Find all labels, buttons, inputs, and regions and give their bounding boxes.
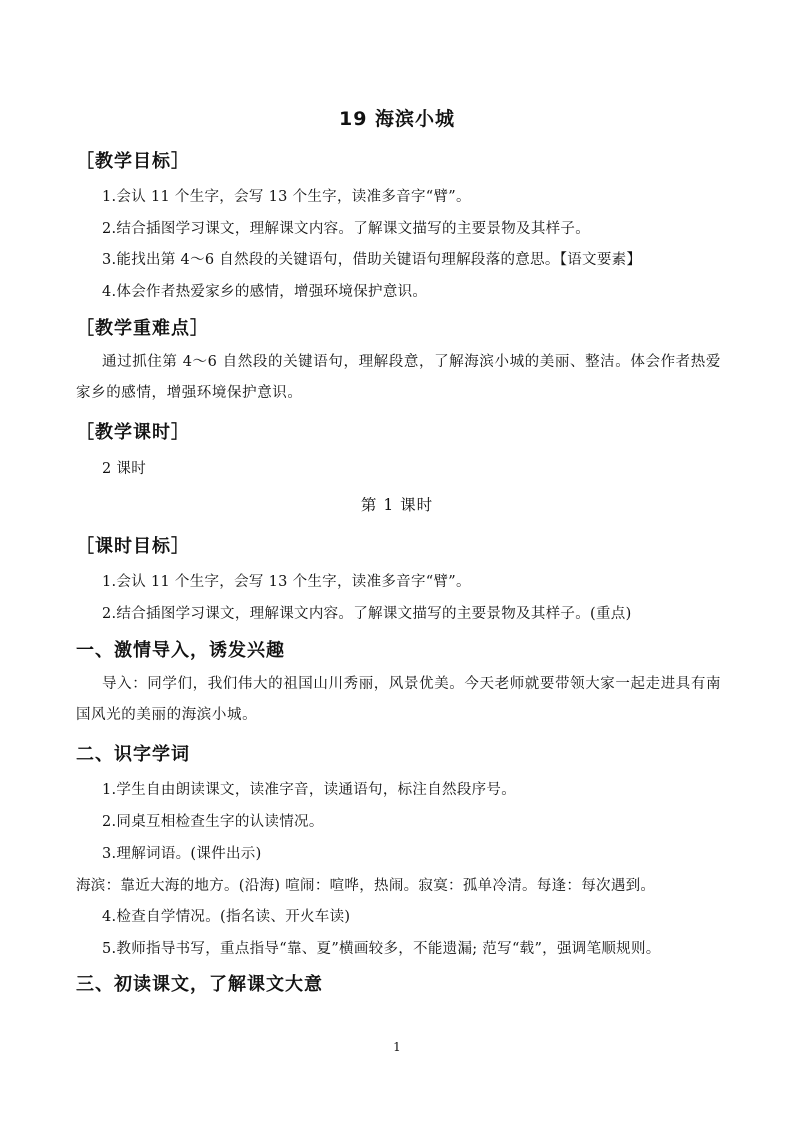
part-2-item-3: 3.理解词语。(课件出示) [102,846,262,862]
key-difficulties-heading: ［教学重难点］ [76,318,209,339]
key-difficulties-text: 通过抓住第 4～6 自然段的关键语句，理解段意，了解海滨小城的美丽、整洁。体会作者热爱家乡的感情，增强环境保护意识。 [76,354,721,401]
part-1-text: 导入：同学们，我们伟大的祖国山川秀丽，风景优美。今天老师就要带领大家一起走进具有南国风光的美丽的海滨小城。 [76,676,722,723]
goal-item-1: 1.会认 11 个生字，会写 13 个生字，读准多音字“臂”。 [102,189,471,205]
part-3-heading: 三、初读课文，了解课文大意 [76,974,323,995]
teaching-goals-heading: ［教学目标］ [76,151,190,172]
part-1-heading: 一、激情导入，诱发兴趣 [76,640,285,661]
part-2-item-1: 1.学生自由朗读课文，读准字音，读通语句，标注自然段序号。 [102,782,517,798]
goal-item-2: 2.结合插图学习课文，理解课文内容。了解课文描写的主要景物及其样子。 [102,221,591,237]
teaching-hours-heading: ［教学课时］ [76,422,190,443]
page-number: 1 [393,1040,401,1054]
lesson-goals-heading: ［课时目标］ [76,536,190,557]
lesson-title: 19 海滨小城 [338,108,456,130]
lesson-1-title: 第 1 课时 [360,496,434,514]
part-2-heading: 二、识字学词 [76,744,190,765]
part-2-item-5: 5.教师指导书写，重点指导“靠、夏”横画较多，不能遗漏; 范写“载”，强调笔顺规则。 [102,941,661,957]
lesson-goal-item-1: 1.会认 11 个生字，会写 13 个生字，读准多音字“臂”。 [102,574,471,590]
part-2-item-4: 4.检查自学情况。(指名读、开火车读) [102,909,351,925]
goal-item-3: 3.能找出第 4～6 自然段的关键语句，借助关键语句理解段落的意思。【语文要素】 [102,252,642,268]
goal-item-4: 4.体会作者热爱家乡的感情，增强环境保护意识。 [102,284,428,300]
part-2-item-2: 2.同桌互相检查生字的认读情况。 [102,814,324,830]
teaching-hours-text: 2 课时 [102,461,147,477]
vocabulary-definitions: 海滨：靠近大海的地方。(沿海) 喧闹：喧哗，热闹。寂寞：孤单冷清。每逢：每次遇到。 [76,878,656,894]
lesson-goal-item-2: 2.结合插图学习课文，理解课文内容。了解课文描写的主要景物及其样子。(重点) [102,606,632,622]
